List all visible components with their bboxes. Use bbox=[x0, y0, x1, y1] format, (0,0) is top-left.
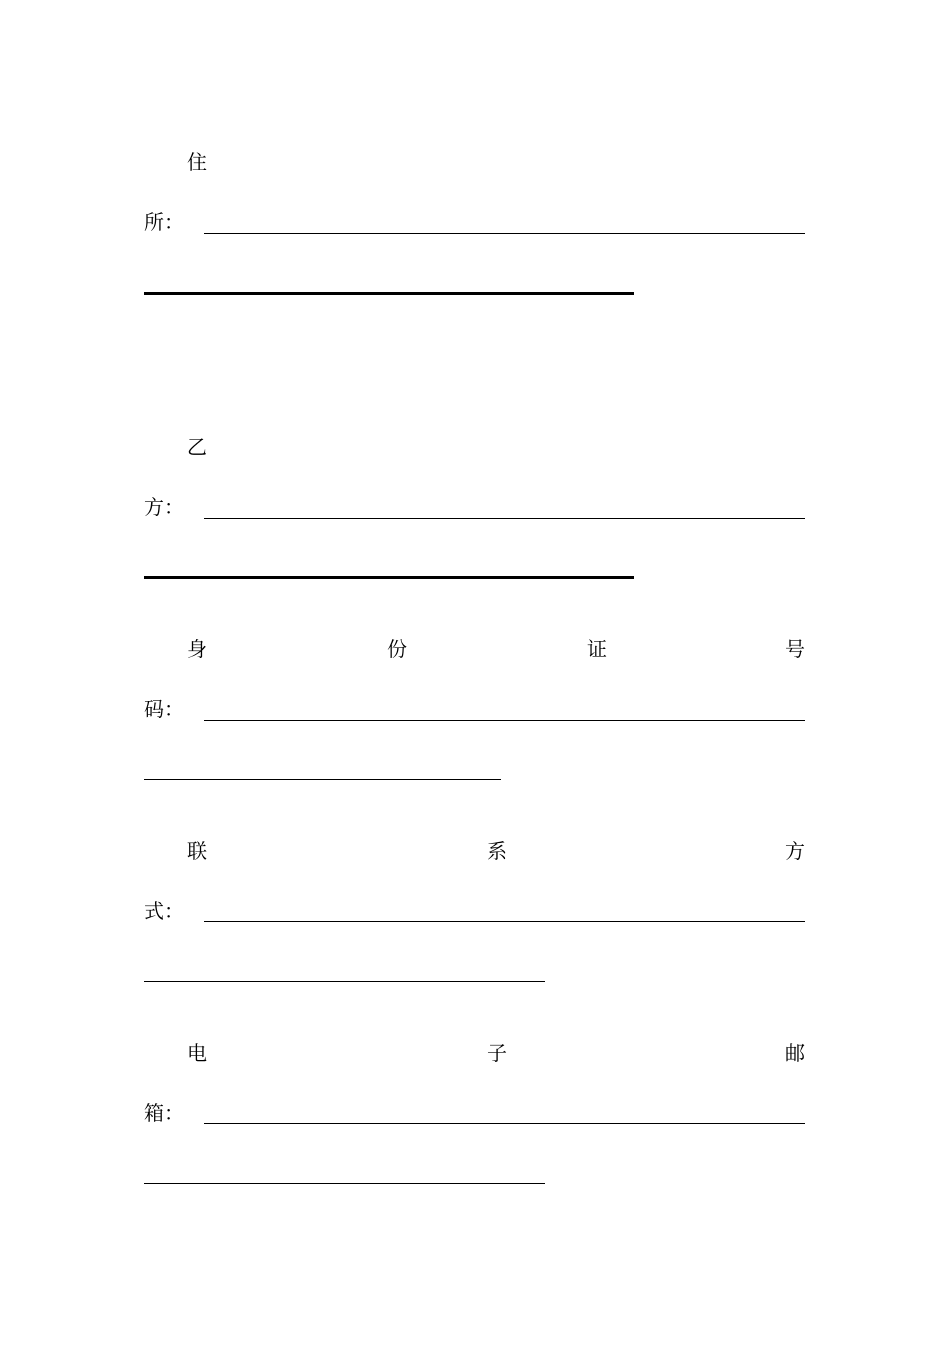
email-underline-1[interactable] bbox=[204, 1123, 805, 1124]
email-underline-2[interactable] bbox=[144, 1183, 545, 1184]
id-number-label-end: 码： bbox=[144, 697, 184, 721]
contact-underline-1[interactable] bbox=[204, 921, 805, 922]
id-number-underline-2[interactable] bbox=[144, 779, 501, 780]
address-underline-2[interactable] bbox=[144, 292, 634, 295]
contact-label-char-1: 联 bbox=[187, 839, 207, 863]
contact-underline-2[interactable] bbox=[144, 981, 545, 982]
address-label-end: 所： bbox=[144, 210, 184, 234]
contact-label-char-3: 方 bbox=[785, 839, 805, 863]
email-label-end: 箱： bbox=[144, 1101, 184, 1125]
email-label-char-2: 子 bbox=[487, 1041, 507, 1065]
id-number-label-char-3: 证 bbox=[587, 637, 607, 661]
party-b-underline-2[interactable] bbox=[144, 576, 634, 579]
id-number-label-char-4: 号 bbox=[785, 637, 805, 661]
id-number-label-char-1: 身 bbox=[187, 637, 207, 661]
email-label-char-1: 电 bbox=[187, 1041, 207, 1065]
id-number-label-char-2: 份 bbox=[387, 637, 407, 661]
party-b-label-char-1: 乙 bbox=[187, 435, 207, 459]
party-b-label-end: 方： bbox=[144, 495, 184, 519]
party-b-underline-1[interactable] bbox=[204, 518, 805, 519]
contact-label-char-2: 系 bbox=[487, 839, 507, 863]
address-label-char-1: 住 bbox=[187, 150, 207, 174]
email-label-char-3: 邮 bbox=[785, 1041, 805, 1065]
id-number-underline-1[interactable] bbox=[204, 720, 805, 721]
contact-label-end: 式： bbox=[144, 899, 184, 923]
address-underline-1[interactable] bbox=[204, 233, 805, 234]
